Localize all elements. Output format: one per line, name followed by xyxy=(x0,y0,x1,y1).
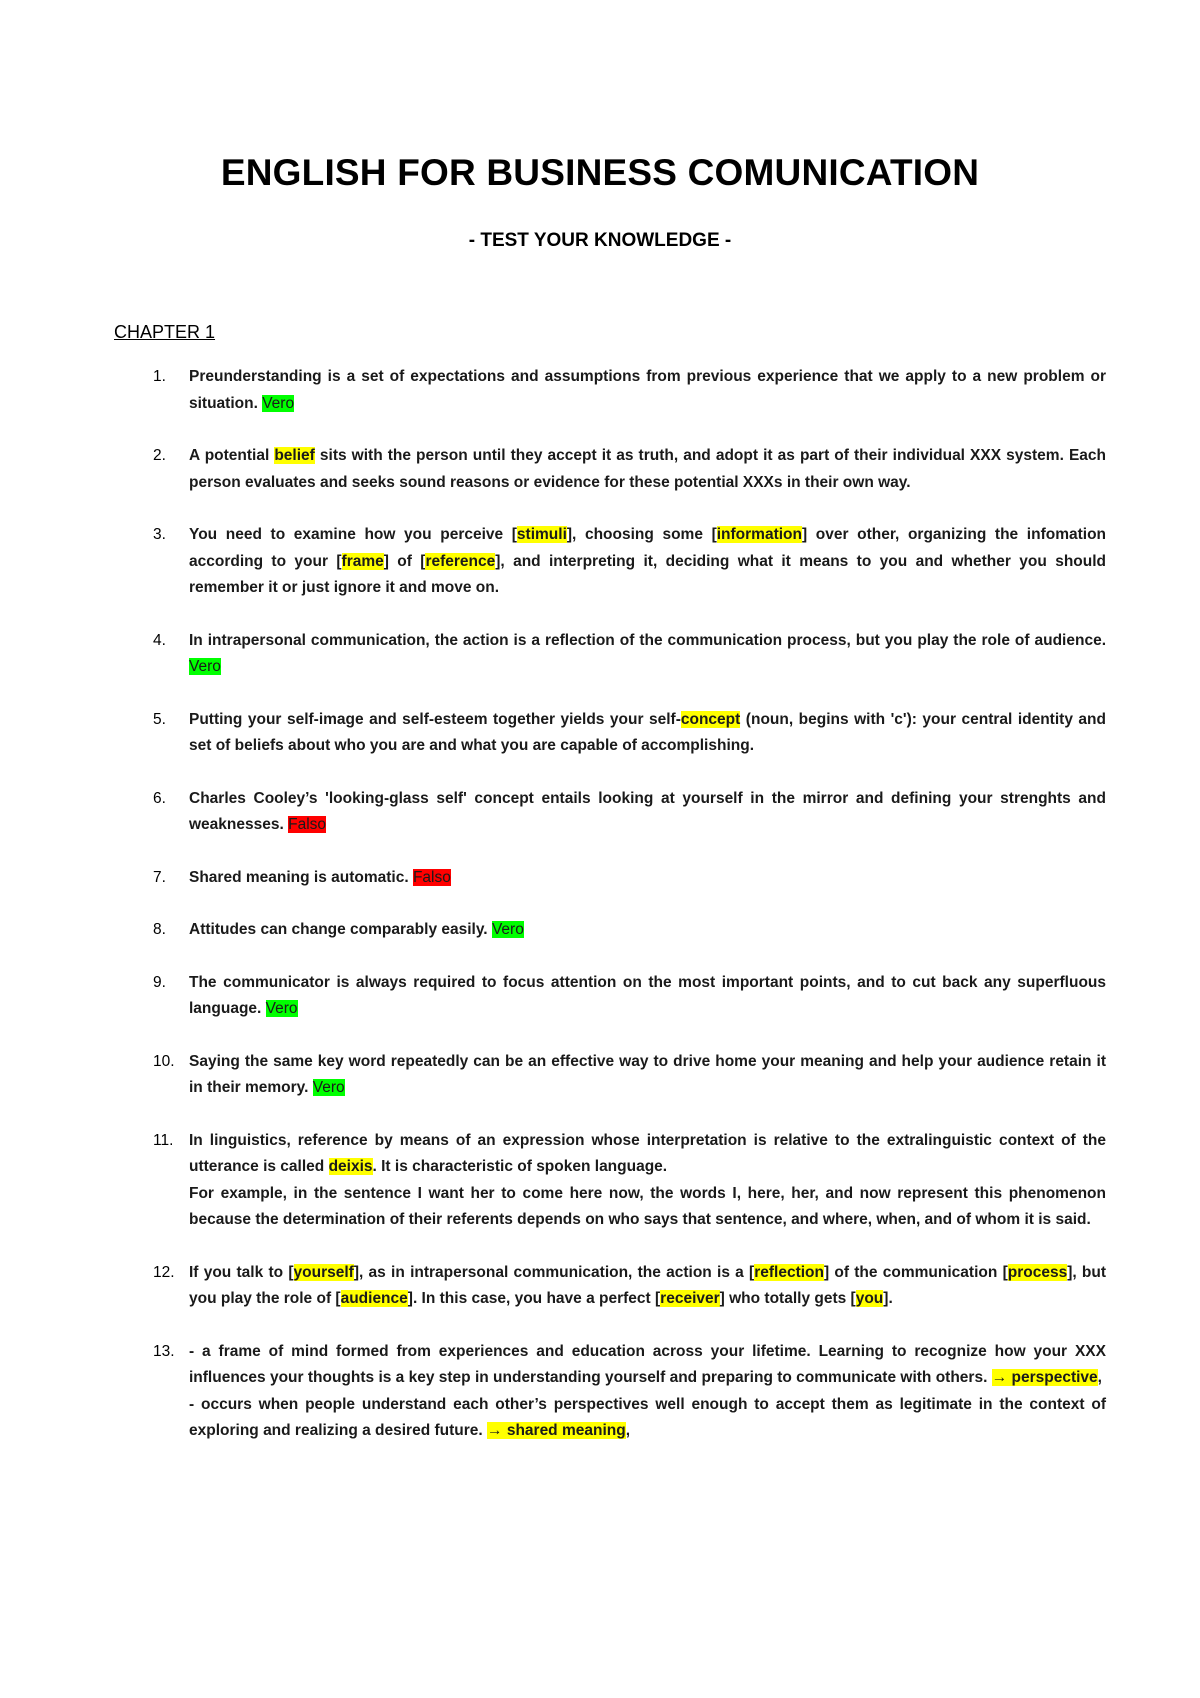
question-number: 6. xyxy=(153,789,166,807)
answer-true-badge: Vero xyxy=(312,1079,345,1096)
question-text-segment: Shared meaning is automatic. xyxy=(189,868,413,886)
question-item xyxy=(0,786,1200,839)
question-text-segment: Attitudes can change comparably easily. xyxy=(189,921,492,938)
question-text-segment: ] over other, organizing the infomation according to your [ xyxy=(189,526,1107,570)
answer-highlight: reference xyxy=(425,552,496,570)
question-text xyxy=(189,1128,1106,1234)
question-text xyxy=(189,865,1106,892)
question-text xyxy=(189,628,1106,681)
answer-highlight: information xyxy=(716,526,802,543)
answer-false-badge: Falso xyxy=(412,868,451,886)
answer-false-badge: Falso xyxy=(288,816,327,833)
question-item xyxy=(0,917,1200,944)
question-item xyxy=(0,443,1200,496)
question-text xyxy=(189,364,1106,417)
question-item xyxy=(0,1128,1200,1234)
question-text-segment: ], as in intrapersonal communication, the action is a [ xyxy=(353,1263,755,1281)
question-text-segment: The communicator is always required to focus attention on the most important points, and to cut back any superfluous language. xyxy=(189,973,1106,1017)
answer-true-badge: Vero xyxy=(189,658,221,675)
question-number: 4. xyxy=(153,631,166,649)
question-number: 1. xyxy=(153,368,166,385)
question-number: 7. xyxy=(153,868,166,886)
answer-highlight: yourself xyxy=(293,1263,354,1281)
question-text-segment: Charles Cooley’s 'looking-glass self' concept entails looking at yourself in the mirror and defining your strenghts and weaknesses. xyxy=(189,789,1106,833)
question-item xyxy=(0,707,1200,760)
question-text-segment: ], choosing some [ xyxy=(566,526,717,543)
answer-highlight: concept xyxy=(680,710,741,728)
question-number: 13. xyxy=(153,1342,175,1360)
question-text-segment: . It is characteristic of spoken language. xyxy=(372,1158,668,1175)
question-text-segment: ] of [ xyxy=(383,552,426,570)
answer-highlight: reflection xyxy=(754,1263,824,1281)
answer-highlight: audience xyxy=(340,1290,408,1307)
question-number: 11. xyxy=(153,1131,174,1149)
answer-highlight: receiver xyxy=(660,1290,720,1307)
answer-true-badge: Vero xyxy=(491,921,524,938)
question-text-segment: ]. xyxy=(883,1290,893,1307)
question-number: 3. xyxy=(153,526,166,543)
question-text-segment: - a frame of mind formed from experiences and education across your lifetime. Learning to recognize how your XXX influences your thoughts is a key step in understanding yourself and preparing to communicate with others. xyxy=(189,1342,1106,1386)
document-title: ENGLISH FOR BUSINESS COMUNICATION xyxy=(220,152,980,193)
chapter-heading: CHAPTER 1 xyxy=(114,322,216,342)
question-text-segment: ]. In this case, you have a perfect [ xyxy=(407,1290,661,1307)
question-text-segment: A potential xyxy=(189,447,275,464)
question-item xyxy=(0,522,1200,602)
document-subtitle: - TEST YOUR KNOWLEDGE - xyxy=(468,230,732,251)
question-text-segment: In linguistics, reference by means of an expression whose interpretation is relative to the extralinguistic context of the utterance is called xyxy=(189,1131,1106,1175)
question-text xyxy=(189,443,1106,496)
answer-highlight: stimuli xyxy=(516,526,567,543)
question-number: 2. xyxy=(153,447,166,464)
answer-highlight: deixis xyxy=(328,1158,373,1175)
question-number: 8. xyxy=(153,921,166,938)
question-number: 10. xyxy=(153,1052,175,1070)
question-text-segment: ], and interpreting it, deciding what it means to you and whether you should remember it or just ignore it and move on. xyxy=(189,552,1107,596)
answer-highlight: → perspective xyxy=(991,1369,1098,1386)
question-text-segment: , xyxy=(1097,1369,1102,1386)
answer-highlight: → shared meaning xyxy=(487,1422,626,1439)
question-text-segment: In intrapersonal communication, the action is a reflection of the communication process, but you play the role of audience. xyxy=(189,631,1106,649)
question-text-segment: , xyxy=(625,1422,631,1439)
question-item xyxy=(0,1260,1200,1313)
question-item xyxy=(0,865,1200,892)
question-text xyxy=(189,917,1106,944)
question-item xyxy=(0,970,1200,1023)
question-text-segment: sits with the person until they accept it as truth, and adopt it as part of their individual XXX system. Each person evaluates and seeks sound reasons or evidence for these potential XXXs in their own way. xyxy=(189,447,1106,491)
question-text xyxy=(189,1339,1106,1445)
question-text-segment: - occurs when people understand each other’s perspectives well enough to accept them as legitimate in the context of exploring and realizing a desired future. xyxy=(189,1395,1106,1439)
question-item xyxy=(0,364,1200,417)
question-item xyxy=(0,1049,1200,1102)
question-text-segment: ] who totally gets [ xyxy=(719,1290,856,1307)
question-text xyxy=(189,1049,1106,1102)
question-item xyxy=(0,628,1200,681)
question-item xyxy=(0,1339,1200,1445)
question-text xyxy=(189,522,1106,602)
question-number: 9. xyxy=(153,973,166,991)
answer-highlight: frame xyxy=(341,552,384,570)
question-text xyxy=(189,970,1106,1023)
question-list xyxy=(0,364,1200,1471)
question-text-segment: ], but you play the role of [ xyxy=(189,1263,1107,1307)
question-number: 12. xyxy=(153,1263,175,1281)
answer-true-badge: Vero xyxy=(262,394,295,412)
question-text xyxy=(189,707,1106,760)
answer-highlight: you xyxy=(855,1290,884,1307)
question-text-segment: You need to examine how you perceive [ xyxy=(189,526,517,543)
question-text xyxy=(189,786,1106,839)
question-text-segment: For example, in the sentence I want her to come here now, the words I, here, her, and now represent this phenomenon because the determination of their referents depends on who says that sentence, and where, when, and of whom it is said. xyxy=(189,1184,1106,1228)
question-text-segment: Putting your self-image and self-esteem together yields your self- xyxy=(189,710,681,728)
question-text-segment: Saying the same key word repeatedly can be an effective way to drive home your meaning and help your audience retain it in their memory. xyxy=(189,1052,1106,1096)
question-text xyxy=(189,1260,1106,1313)
question-text-segment: ] of the communication [ xyxy=(823,1263,1008,1281)
question-number: 5. xyxy=(153,710,166,728)
question-text-segment: If you talk to [ xyxy=(189,1263,294,1281)
answer-highlight: belief xyxy=(274,447,315,464)
answer-true-badge: Vero xyxy=(265,1000,298,1017)
question-text-segment: Preunderstanding is a set of expectations and assumptions from previous experience that we apply to a new problem or situation. xyxy=(189,368,1106,412)
question-text-segment: (noun, begins with 'c'): your central identity and set of beliefs about who you are and what you are capable of accomplishing. xyxy=(189,710,1106,754)
answer-highlight: process xyxy=(1007,1263,1068,1281)
